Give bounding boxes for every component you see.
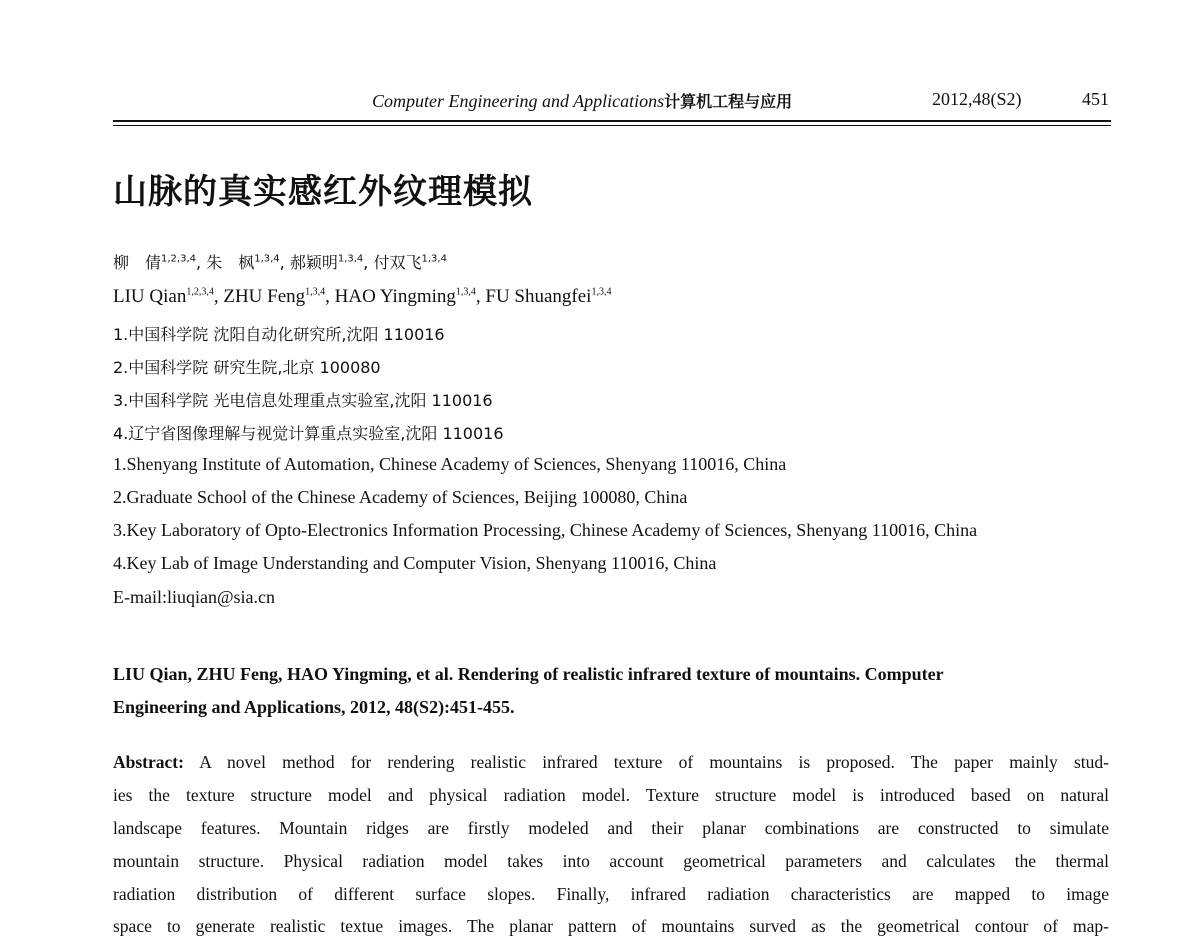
author-name: LIU Qian	[113, 286, 187, 307]
author-name: 朱 枫	[206, 253, 255, 272]
affiliation-en: 1.Shenyang Institute of Automation, Chinese Academy of Sciences, Shenyang 110016, China	[113, 454, 787, 474]
journal-name-en: Computer Engineering and Applications	[372, 91, 665, 111]
affiliation-cn: 2.中国科学院 研究生院,北京 100080	[113, 358, 381, 377]
abstract-line: ies the texture structure model and physical radiation model. Texture structure model is introduced based on natural	[113, 785, 1109, 805]
abstract-line: radiation distribution of different surface slopes. Finally, infrared radiation characteristics are mapped to image	[113, 884, 1109, 904]
author-affil: 1,3,4	[591, 286, 612, 298]
citation-line: LIU Qian, ZHU Feng, HAO Yingming, et al. Rendering of realistic infrared texture of mountains. Computer	[113, 664, 944, 684]
header-rule	[113, 120, 1111, 122]
affiliation-cn: 4.辽宁省图像理解与视觉计算重点实验室,沈阳 110016	[113, 424, 504, 443]
affiliation-cn: 1.中国科学院 沈阳自动化研究所,沈阳 110016	[113, 325, 445, 344]
affiliation-en: 2.Graduate School of the Chinese Academy of Sciences, Beijing 100080, China	[113, 487, 688, 507]
author-name: 柳 倩	[113, 253, 162, 272]
affiliation-en: 3.Key Laboratory of Opto-Electronics Information Processing, Chinese Academy of Sciences, Shenyang 110016, China	[113, 520, 978, 540]
journal-name-cn: 计算机工程与应用	[664, 92, 793, 111]
author-affil: 1,2,3,4	[161, 253, 197, 265]
header-rule-thin	[113, 125, 1111, 126]
author-affil: 1,3,4	[421, 253, 447, 265]
abstract-line: mountain structure. Physical radiation model takes into account geometrical parameters and calculates the thermal	[113, 851, 1109, 871]
author-affil: 1,3,4	[305, 286, 326, 298]
paper-title: 山脉的真实感红外纹理模拟	[113, 172, 533, 212]
citation-line: Engineering and Applications, 2012, 48(S2):451-455.	[113, 697, 515, 717]
author-name: HAO Yingming	[334, 286, 456, 307]
affiliation-en: 4.Key Lab of Image Understanding and Computer Vision, Shenyang 110016, China	[113, 553, 717, 573]
author-name: 付双飞	[373, 253, 422, 272]
author-affil: 1,3,4	[455, 286, 476, 298]
abstract-line	[113, 752, 1109, 773]
issue-number: 2012,48(S2)	[932, 89, 1022, 109]
email: E-mail:liuqian@sia.cn	[113, 587, 276, 607]
abstract-line: space to generate realistic textue images. The planar pattern of mountains surved as the geometrical contour of map-	[113, 916, 1109, 936]
abstract-label: Abstract:	[113, 752, 184, 772]
author-affil: 1,2,3,4	[186, 286, 214, 298]
author-affil: 1,3,4	[254, 253, 280, 265]
author-name: FU Shuangfei	[485, 286, 592, 307]
author-name: 郝颖明	[289, 253, 338, 272]
author-name: ZHU Feng	[223, 286, 306, 307]
page-number: 451	[1082, 89, 1109, 109]
running-header-journal	[372, 89, 792, 112]
authors-cn: 柳 倩$^{1,2,3,4}$, 朱 枫$^{1,3,4}$, 郝颖明$^{1,3,4}$, 付双飞$^{1,3,4}$	[113, 253, 447, 272]
abstract-line: landscape features. Mountain ridges are firstly modeled and their planar combinations are constructed to simulate	[113, 818, 1109, 838]
abstract-text: A novel method for rendering realistic infrared texture of mountains is proposed. The paper mainly stud-	[199, 752, 1109, 772]
authors-en: LIU Qian$^{1,2,3,4}$, ZHU Feng$^{1,3,4}$, HAO Yingming$^{1,3,4}$, FU Shuangfei$^{1,3,4}$	[113, 286, 612, 307]
affiliation-cn: 3.中国科学院 光电信息处理重点实验室,沈阳 110016	[113, 391, 493, 410]
author-affil: 1,3,4	[337, 253, 364, 265]
